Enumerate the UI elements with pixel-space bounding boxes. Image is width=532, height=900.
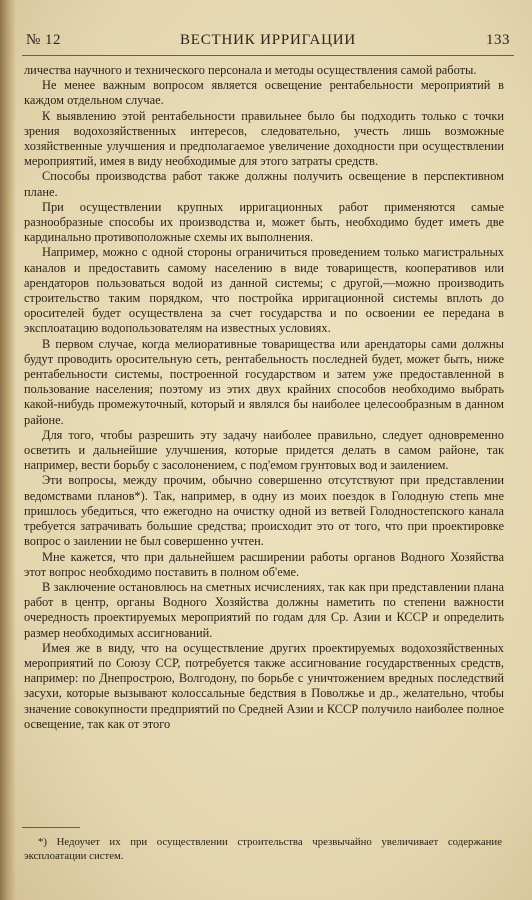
paragraph: личества научного и технического персонала и методы осуществления самой работы. (24, 63, 477, 77)
paragraph: Например, можно с одной стороны ограничиться проведением только магистральных каналов и предоставить самому населению в виде товариществ, кооперативов или арендаторов пользоваться водой из данной системы; с другой,—можно производить строительство таким порядком, что постройка ирригационной системы вплоть до оросителей будет осуществлена за счет государства и по освоении ее передана в эксплоатацию водопользователям на известных условиях. (24, 245, 504, 336)
paragraph: В первом случае, когда мелиоративные товарищества или арендаторы сами должны будут проводить оросительную сеть, рентабельность последней будет, может быть, ниже рентабельности системы, построенной государством и затем уже предоставленной в пользование населения; поэтому из этих двух крайних способов необходимо выбрать какой-нибудь промежуточный, который и являлся бы наиболее целесообразным в данном районе. (24, 336, 504, 427)
journal-title: ВЕСТНИК ИРРИГАЦИИ (179, 32, 357, 48)
paragraph: К выявлению этой рентабельности правильнее было бы подходить только с точки зрения водохозяйственных интересов, следовательно, учесть лишь возможные хозяйственные улучшения и предполагаемое увеличение доходности при осуществлении мероприятий, имея в виду необходимые для этого затраты средств. (24, 108, 504, 169)
paragraph: Способы производства работ также должны получить освещение в перспективном плане. (24, 169, 504, 199)
issue-number: № 12 (26, 32, 62, 48)
footnote-rule (22, 827, 80, 828)
footnote (24, 835, 502, 863)
paragraph: Для того, чтобы разрешить эту задачу наиболее правильно, следует одновременно осветить и дальнейшие улучшения, которые придется делать в самом районе, так например, вести борьбу с засолонением, с под'емом грунтовых вод и заилением. (24, 427, 504, 473)
header-rule (22, 55, 514, 56)
paragraph: При осуществлении крупных ирригационных работ применяются самые разнообразные способы их производства и, может быть, необходимо будет иметь две кардинально противоположные схемы их выполнения. (24, 199, 504, 245)
paragraph: Эти вопросы, между прочим, обычно совершенно отсутствуют при представлении ведомствами планов*). Так, например, в одну из моих поездок в Голодную степь мне пришлось убедиться, что ежегодно на очистку одной из ветвей Голодностепского канала требуется затрачивать большие средства; происходит это от того, что при проектировке вопрос о заилении не был совершенно учтен. (24, 473, 504, 549)
paragraph: В заключение остановлюсь на сметных исчислениях, так как при представлении плана работ в центр, органы Водного Хозяйства должны наметить по степени важности очередность проектируемых мероприятий по годам для Ср. Азии и КССР и определить размер необходимых ассигнований. (24, 579, 504, 640)
paragraph: Имея же в виду, что на осуществление других проектируемых водохозяйственных мероприятий по Союзу ССР, потребуется также ассигнование государственных средств, например: по Днепрострою, Волгодону, по борьбе с уничтожением вредных последствий засухи, которые вызывают колоссальные бедствия в Поволжье и др., желательно, чтобы значение совокупности предприятий по Средней Азии и КССР получило наиболее полное освещение, так как от этого (24, 640, 504, 731)
running-header (26, 32, 510, 52)
page-binding-edge (0, 0, 16, 900)
paragraph: Не менее важным вопросом является освещение рентабельности мероприятий в каждом отдельном случае. (24, 78, 504, 108)
footnote-text: *) Недоучет их при осуществлении строительства чрезвычайно увеличивает содержание эксплоатации систем. (24, 836, 502, 862)
page-number: 133 (486, 32, 510, 48)
paragraph: Мне кажется, что при дальнейшем расширении работы органов Водного Хозяйства этот вопрос необходимо поставить в полном об'еме. (24, 549, 504, 579)
body-text (24, 63, 504, 732)
